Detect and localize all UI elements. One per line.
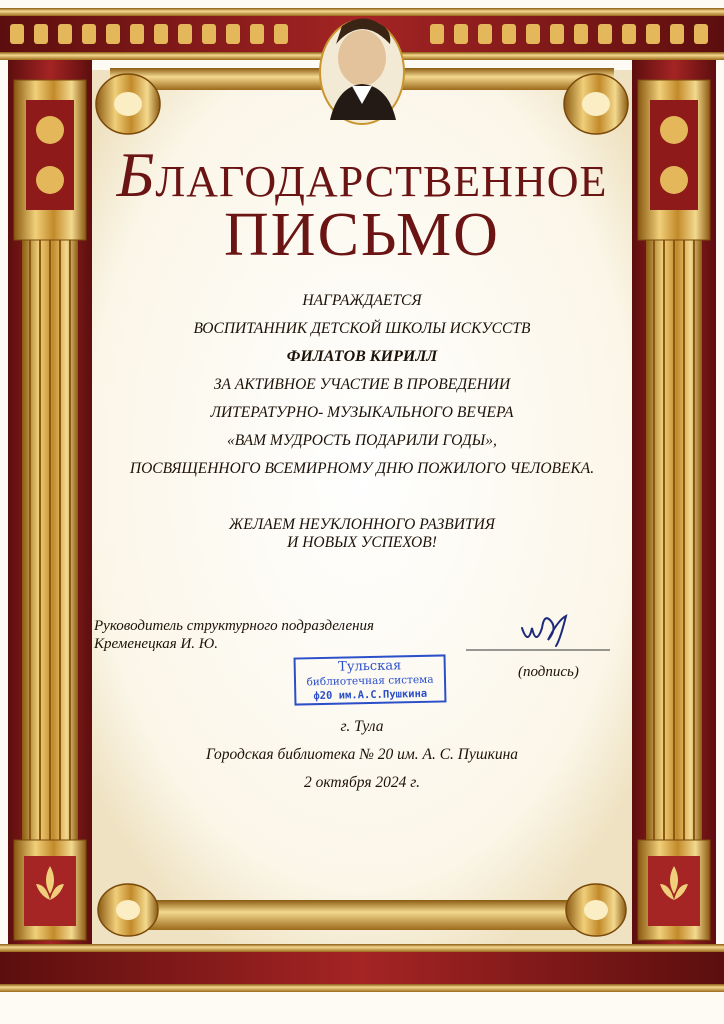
event-dedication: ПОСВЯЩЕННОГО ВСЕМИРНОМУ ДНЮ ПОЖИЛОГО ЧЕЛОВЕКА.: [129, 460, 595, 477]
city: г. Тула: [340, 718, 384, 735]
recipient-name: ФИЛАТОВ КИРИЛЛ: [286, 348, 438, 365]
signatory-block: [94, 617, 374, 653]
signature-caption: (подпись): [518, 664, 579, 680]
signatory-name: Кременецкая И. Ю.: [94, 636, 219, 652]
award-reason-1: ЗА АКТИВНОЕ УЧАСТИЕ В ПРОВЕДЕНИИ: [213, 376, 511, 393]
wish-line-1: ЖЕЛАЕМ НЕУКЛОННОГО РАЗВИТИЯ: [229, 516, 495, 533]
organization: Городская библиотека № 20 им. А. С. Пушкина: [205, 746, 519, 763]
library-stamp: [294, 654, 447, 705]
title-rest: ЛАГОДАРСТВЕННОЕ: [155, 157, 608, 206]
signatory-position: Руководитель структурного подразделения: [94, 618, 375, 634]
award-reason-2: ЛИТЕРАТУРНО- МУЗЫКАЛЬНОГО ВЕЧЕРА: [210, 404, 514, 421]
award-heading: НАГРАЖДАЕТСЯ: [302, 292, 422, 309]
title-initial: Б: [116, 139, 156, 210]
recipient-description: ВОСПИТАННИК ДЕТСКОЙ ШКОЛЫ ИСКУССТВ: [193, 320, 531, 337]
stamp-line-1: Тульская: [338, 658, 402, 675]
title-line-2: ПИСЬМО: [224, 201, 500, 269]
issue-date: 2 октября 2024 г.: [303, 774, 421, 791]
stamp-line-3: ф20 им.А.С.Пушкина: [313, 687, 428, 703]
event-name: «ВАМ МУДРОСТЬ ПОДАРИЛИ ГОДЫ»,: [227, 432, 497, 449]
stamp-line-2: библиотечная система: [306, 673, 434, 689]
wish-line-2: И НОВЫХ УСПЕХОВ!: [287, 534, 437, 551]
